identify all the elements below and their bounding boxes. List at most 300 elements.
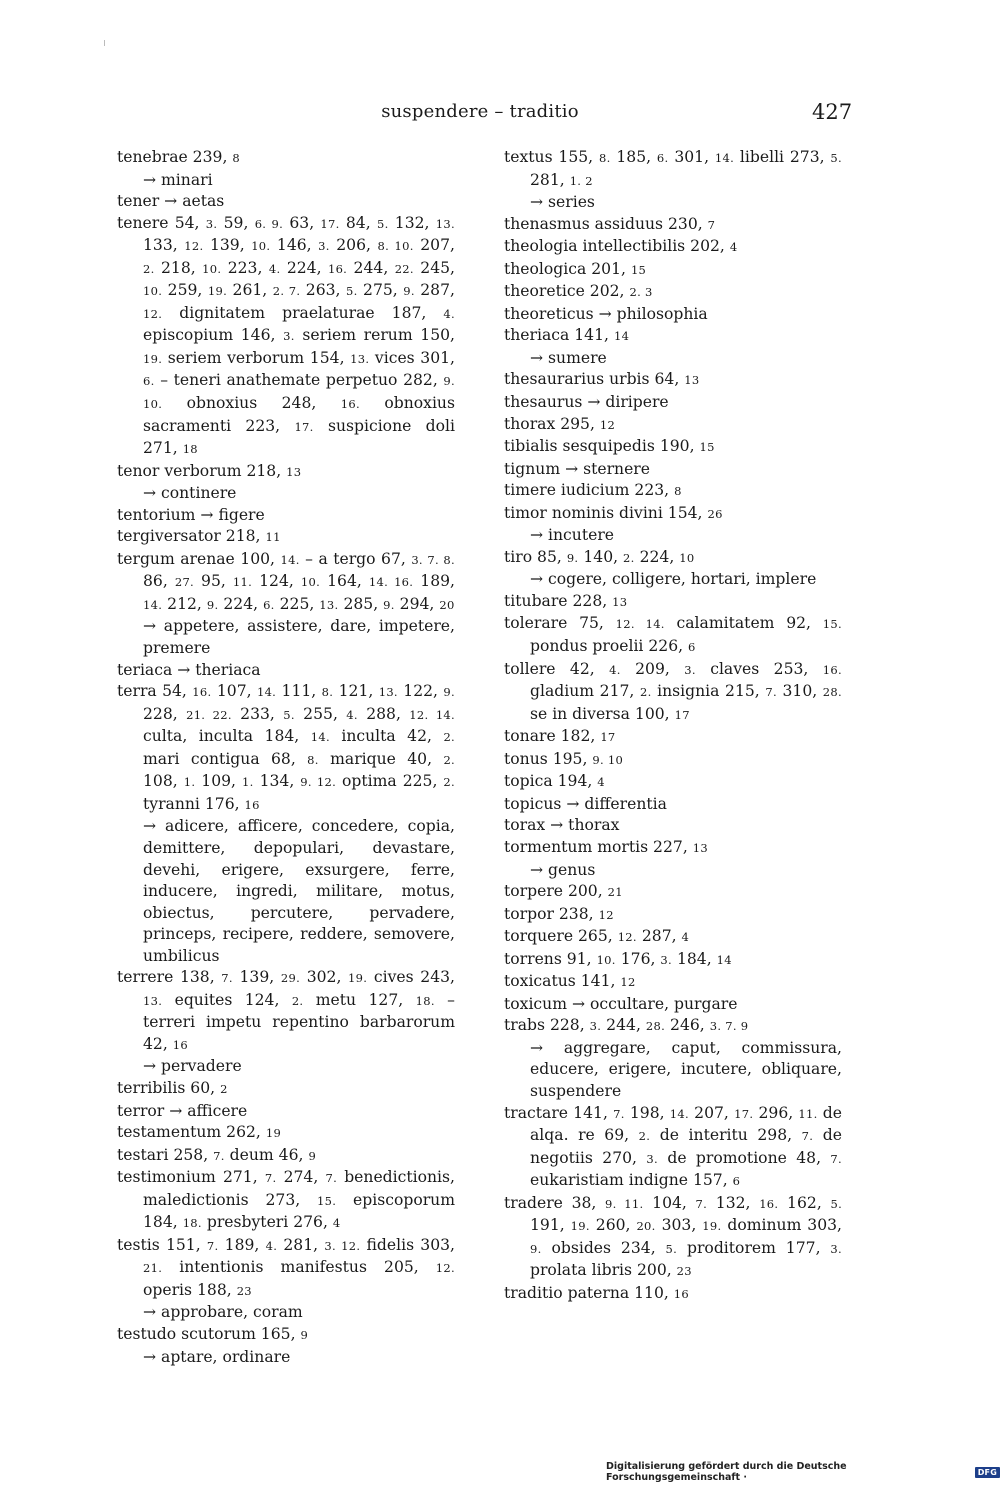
line-reference: 12.	[143, 306, 163, 321]
index-entry	[504, 436, 842, 459]
line-reference: 23	[236, 1283, 252, 1298]
cross-reference	[504, 348, 842, 370]
entry-text: calamitatem 92,	[664, 614, 823, 633]
index-entry	[117, 1145, 455, 1168]
index-entry	[117, 1101, 455, 1123]
entry-text: 261,	[227, 281, 273, 300]
entry-text: terra 54,	[117, 682, 193, 701]
line-reference: 12	[599, 417, 616, 432]
line-reference: 7.	[695, 1196, 708, 1211]
index-entry	[504, 547, 842, 570]
entry-text: 198,	[624, 1103, 670, 1122]
entry-text: 134,	[253, 772, 301, 791]
entry-text: pondus proelii 226,	[530, 637, 689, 656]
line-reference: 21. 22.	[186, 707, 232, 722]
entry-text: mari contigua 68,	[143, 749, 308, 768]
index-entry	[504, 147, 842, 192]
index-entry	[504, 881, 842, 904]
entry-text: tergum arenae 100,	[117, 549, 281, 568]
index-entry	[504, 591, 842, 614]
index-entry	[504, 1103, 842, 1193]
line-reference: 4.	[609, 662, 621, 677]
line-reference: 17.	[294, 419, 314, 434]
line-reference: 7.	[325, 1171, 338, 1186]
index-entry	[504, 994, 842, 1016]
entry-text: → pervadere	[143, 1057, 242, 1076]
line-reference: 13.	[350, 351, 370, 366]
entry-text: torpere 200,	[504, 882, 608, 901]
entry-text: thenasmus assiduus 230,	[504, 214, 708, 233]
entry-text: 260,	[589, 1216, 637, 1235]
entry-text: 95,	[194, 572, 233, 591]
cross-reference	[504, 569, 842, 591]
line-reference: 19.	[702, 1219, 722, 1234]
entry-text: 133,	[143, 236, 185, 255]
line-reference: 10.	[202, 261, 222, 276]
line-reference: 6	[732, 1174, 741, 1189]
entry-text: intentionis manifestus 205,	[162, 1258, 436, 1277]
entry-text: 124,	[252, 572, 301, 591]
line-reference: 13	[684, 373, 700, 388]
entry-text: → adicere, afficere, concedere, copia, demittere, depopulari, devastare, devehi, erigere, exsurgere, ferre, inducere, ingredi, militare, motus, obiectus, percutere, pervadere, princeps, recipere, reddere, semovere, umbilicus	[143, 817, 455, 965]
entry-text: inculta 42,	[329, 727, 444, 746]
entry-text: – terreri impetu repentino barbarorum 42,	[143, 990, 455, 1053]
index-entry	[504, 904, 842, 927]
line-reference: 3. 12.	[324, 1238, 361, 1253]
entry-text: 86,	[143, 572, 175, 591]
index-entry	[504, 259, 842, 282]
line-reference: 1.	[242, 775, 254, 790]
line-reference: 18	[182, 442, 198, 457]
entry-text: operis 188,	[143, 1280, 237, 1299]
line-reference: 9.	[206, 597, 219, 612]
line-reference: 12. 14.	[615, 617, 665, 632]
line-reference: 3.	[318, 239, 330, 254]
index-entry	[504, 794, 842, 816]
entry-text: 224,	[280, 258, 328, 277]
entry-text: de alqa. re 69,	[530, 1103, 843, 1145]
line-reference: 5.	[376, 216, 389, 231]
line-reference: 10	[679, 550, 695, 565]
line-reference: 3. 7. 8.	[411, 552, 455, 567]
entry-text: 296,	[753, 1103, 799, 1122]
line-reference: 7.	[264, 1171, 277, 1186]
entry-text: 146,	[270, 236, 319, 255]
entry-text: toxicum → occultare, purgare	[504, 994, 738, 1013]
entry-text: vices 301,	[369, 348, 455, 367]
entry-text: 233,	[231, 704, 284, 723]
line-reference: 14	[716, 952, 732, 967]
entry-text: 104,	[643, 1193, 696, 1212]
entry-text: 228,	[143, 704, 187, 723]
index-entry	[504, 236, 842, 259]
entry-text: tenere 54,	[117, 213, 206, 232]
footer-credit: Digitalisierung gefördert durch die Deutsche Forschungsgemeinschaft ·	[606, 1461, 847, 1483]
line-reference: 14.	[256, 685, 277, 700]
entry-text: 108,	[143, 772, 184, 791]
entry-text: 164,	[320, 572, 369, 591]
line-reference: 7.	[830, 1151, 842, 1166]
line-reference: 9. 10.	[143, 374, 455, 412]
line-reference: 3.	[830, 1241, 842, 1256]
page-number: 427	[812, 100, 853, 124]
entry-text: toxicatus 141,	[504, 972, 621, 991]
line-reference: 2.	[443, 752, 456, 767]
entry-text: → approbare, coram	[143, 1303, 303, 1322]
index-entry	[504, 369, 842, 392]
index-entry	[117, 191, 455, 213]
entry-text: 206,	[329, 236, 378, 255]
line-reference: 8. 10.	[377, 239, 414, 254]
line-reference: 12.	[184, 239, 204, 254]
line-reference: 9.	[383, 597, 395, 612]
cross-reference	[504, 860, 842, 882]
line-reference: 28.	[822, 685, 842, 700]
entry-text: titubare 228,	[504, 591, 613, 610]
line-reference: 4	[597, 775, 605, 790]
line-reference: 14. 16.	[368, 575, 414, 590]
entry-text: episcopium 146,	[143, 326, 284, 345]
line-reference: 28.	[645, 1019, 666, 1034]
entry-text: 263,	[300, 281, 346, 300]
entry-text: dominum 303,	[721, 1216, 843, 1235]
line-reference: 9.	[403, 284, 415, 299]
line-reference: 10.	[251, 239, 271, 254]
entry-text: de negotiis 270,	[530, 1126, 842, 1167]
index-entry	[117, 681, 455, 816]
index-entry	[504, 414, 842, 437]
index-entry	[117, 1324, 455, 1347]
entry-text: tiro 85,	[504, 547, 567, 566]
line-reference: 9	[308, 1148, 317, 1163]
line-reference: 12. 14.	[409, 707, 456, 722]
entry-text: insignia 215,	[651, 682, 766, 701]
line-reference: 16	[673, 1286, 690, 1301]
line-reference: 4	[729, 240, 738, 255]
entry-text: 140,	[578, 547, 624, 566]
entry-text: tibialis sesquipedis 190,	[504, 437, 700, 456]
entry-text: tyranni 176,	[143, 794, 245, 813]
entry-text: 294,	[394, 594, 440, 613]
index-entry	[504, 659, 842, 727]
index-entry	[117, 967, 455, 1056]
index-column-right	[504, 147, 842, 1305]
entry-text: theologia intellectibilis 202,	[504, 237, 730, 256]
line-reference: 13.	[319, 597, 339, 612]
entry-text: 212,	[162, 594, 207, 613]
entry-text: 139,	[203, 236, 252, 255]
entry-text: → incutere	[530, 526, 615, 545]
cross-reference	[117, 483, 455, 505]
cross-reference	[504, 192, 842, 214]
entry-text: testimonium 271,	[117, 1168, 265, 1187]
index-entry	[504, 613, 842, 658]
line-reference: 16.	[822, 662, 842, 677]
entry-text: 285,	[338, 594, 384, 613]
entry-text: se in diversa 100,	[530, 704, 675, 723]
index-entry	[504, 726, 842, 749]
index-entry	[504, 949, 842, 972]
line-reference: 9.	[530, 1241, 542, 1256]
line-reference: 21	[607, 885, 623, 900]
entry-text: – a tergo 67,	[299, 549, 412, 568]
entry-text: seriem verborum 154,	[162, 348, 351, 367]
entry-text: 139,	[232, 968, 281, 987]
line-reference: 13.	[378, 685, 398, 700]
line-reference: 8.	[598, 151, 611, 165]
entry-text: 111,	[276, 682, 322, 701]
entry-text: testamentum 262,	[117, 1123, 266, 1142]
entry-text: 185,	[610, 148, 657, 166]
entry-text: timere iudicium 223,	[504, 481, 675, 500]
line-reference: 3.	[646, 1151, 658, 1166]
line-reference: 7.	[221, 971, 233, 986]
entry-text: → aptare, ordinare	[143, 1347, 291, 1366]
entry-text: 275,	[357, 281, 404, 300]
entry-text: episcoporum 184,	[143, 1190, 456, 1232]
line-reference: 18.	[182, 1216, 202, 1231]
entry-text: cives 243,	[367, 968, 455, 987]
line-reference: 14.	[714, 151, 735, 165]
running-header: suspendere – traditio	[381, 101, 579, 122]
entry-text: marique 40,	[318, 749, 444, 768]
entry-text: 176,	[615, 949, 661, 968]
entry-text: 59,	[217, 213, 255, 232]
index-entry	[117, 660, 455, 682]
entry-text: 162,	[778, 1193, 831, 1212]
entry-text: terribilis 60,	[117, 1078, 221, 1097]
line-reference: 2. 7.	[272, 284, 301, 299]
entry-text: tolerare 75,	[504, 614, 616, 633]
entry-text: 189,	[218, 1235, 266, 1254]
entry-text: obnoxius 248,	[162, 394, 341, 413]
entry-text: 207,	[688, 1103, 735, 1122]
entry-text: → series	[530, 193, 595, 212]
cross-reference	[504, 1038, 842, 1103]
entry-text: tentorium → figere	[117, 505, 265, 524]
entry-text: 310,	[776, 682, 823, 701]
entry-text: torquere 265,	[504, 927, 618, 946]
line-reference: 17.	[320, 216, 340, 231]
line-reference: 7.	[613, 1106, 625, 1121]
line-reference: 9. 10	[592, 752, 624, 767]
line-reference: 5.	[345, 284, 358, 299]
line-reference: 4.	[265, 1238, 278, 1253]
entry-text: seriem rerum 150,	[294, 326, 455, 345]
entry-text: traditio paterna 110,	[504, 1283, 674, 1302]
line-reference: 15.	[317, 1193, 337, 1208]
entry-text: 207,	[413, 236, 455, 255]
entry-text: 225,	[274, 594, 320, 613]
index-entry	[504, 1283, 842, 1306]
entry-text: 281,	[277, 1235, 325, 1254]
line-reference: 8	[232, 151, 240, 165]
entry-text: terror → afficere	[117, 1101, 248, 1120]
entry-text: thesaurarius urbis 64,	[504, 370, 685, 389]
line-reference: 13.	[143, 993, 163, 1008]
index-entry	[504, 971, 842, 994]
line-reference: 14.	[280, 552, 300, 567]
index-entry	[117, 549, 455, 617]
line-reference: 7.	[213, 1148, 225, 1163]
entry-text: 287,	[414, 281, 455, 300]
line-reference: 4	[332, 1216, 341, 1231]
entry-text: 288,	[357, 704, 410, 723]
entry-text: obsides 234,	[541, 1238, 666, 1257]
entry-text: 121,	[333, 682, 379, 701]
line-reference: 17	[600, 730, 616, 745]
entry-text: 209,	[620, 659, 685, 678]
entry-text: → minari	[143, 170, 213, 189]
entry-text: tenebrae 239,	[117, 148, 233, 166]
entry-text: presbyteri 276,	[201, 1213, 333, 1232]
line-reference: 19	[265, 1126, 282, 1141]
entry-text: 218,	[154, 258, 203, 277]
entry-text: claves 253,	[695, 659, 823, 678]
line-reference: 6. 9.	[254, 216, 284, 231]
index-entry	[504, 771, 842, 794]
digitization-footer	[606, 1461, 1000, 1483]
entry-text: 132,	[707, 1193, 760, 1212]
index-entry	[117, 1122, 455, 1145]
line-reference: 19.	[207, 284, 228, 299]
index-entry	[504, 815, 842, 837]
cross-reference	[117, 170, 455, 192]
line-reference: 2.	[623, 550, 635, 565]
line-reference: 16.	[192, 685, 212, 700]
line-reference: 22.	[394, 261, 414, 276]
index-entry	[504, 1015, 842, 1038]
entry-text: tollere 42,	[504, 659, 610, 678]
entry-text: tonus 195,	[504, 749, 593, 768]
entry-text: 255,	[294, 704, 347, 723]
entry-text: 63,	[283, 213, 321, 232]
index-entry	[117, 1235, 455, 1303]
entry-text: theriaca 141,	[504, 326, 614, 345]
entry-text: 274,	[276, 1168, 326, 1187]
index-column-left	[117, 147, 455, 1368]
line-reference: 27.	[174, 575, 195, 590]
entry-text: de promotione 48,	[657, 1148, 831, 1167]
line-reference: 4.	[268, 261, 281, 276]
line-reference: 12	[598, 907, 614, 922]
index-entry	[504, 325, 842, 348]
entry-text: 184,	[671, 949, 717, 968]
line-reference: 8.	[321, 685, 334, 700]
entry-text: teriaca → theriaca	[117, 660, 261, 679]
entry-text: 109,	[195, 772, 242, 791]
line-reference: 17.	[734, 1106, 754, 1121]
cross-reference	[117, 1347, 455, 1369]
line-reference: 1. 2	[569, 173, 593, 188]
line-reference: 14.	[669, 1106, 689, 1121]
index-entry	[504, 749, 842, 772]
entry-text: suspicione doli 271,	[143, 416, 455, 458]
line-reference: 3.	[283, 329, 295, 344]
entry-text: 122,	[397, 682, 444, 701]
line-reference: 4	[681, 930, 690, 945]
line-reference: 16.	[327, 261, 348, 276]
entry-text: tener → aetas	[117, 192, 225, 211]
index-entry	[504, 304, 842, 326]
line-reference: 1.	[183, 775, 196, 790]
line-reference: 8.	[307, 752, 319, 767]
line-reference: 23	[676, 1264, 692, 1279]
line-reference: 21.	[143, 1261, 163, 1276]
entry-text: tonare 182,	[504, 727, 601, 746]
line-reference: 26	[707, 506, 723, 521]
line-reference: 7.	[765, 685, 777, 700]
entry-text: 224,	[634, 547, 680, 566]
index-entry	[504, 392, 842, 414]
line-reference: 2.	[443, 730, 456, 745]
entry-text: testudo scutorum 165,	[117, 1324, 301, 1343]
entry-text: → appetere, assistere, dare, impetere, premere	[143, 617, 455, 658]
line-reference: 12.	[617, 930, 637, 945]
entry-text: tignum → sternere	[504, 459, 650, 478]
line-reference: 2.	[143, 261, 155, 276]
index-entry	[504, 926, 842, 949]
line-reference: 19.	[570, 1219, 590, 1234]
line-reference: 3.	[684, 662, 696, 677]
index-entry	[117, 526, 455, 549]
index-entry	[504, 1193, 842, 1283]
line-reference: 16.	[340, 397, 360, 412]
entry-text: topica 194,	[504, 772, 598, 791]
entry-text: proditorem 177,	[677, 1238, 831, 1257]
entry-text: libelli 273,	[734, 148, 831, 166]
entry-text: 287,	[636, 927, 682, 946]
line-reference: 9.	[566, 550, 579, 565]
line-reference: 17	[674, 707, 690, 722]
entry-text: tradere 38,	[504, 1193, 606, 1212]
entry-text: 259,	[162, 281, 208, 300]
line-reference: 7.	[801, 1129, 814, 1144]
entry-text: torrens 91,	[504, 949, 597, 968]
line-reference: 5.	[283, 707, 295, 722]
index-entry	[504, 503, 842, 526]
entry-text: → aggregare, caput, commissura, educere, erigere, incutere, obliquare, suspendere	[530, 1038, 842, 1100]
line-reference: 3.	[205, 216, 218, 231]
entry-text: metu 127,	[303, 990, 416, 1009]
cross-reference	[117, 616, 455, 659]
line-reference: 3.	[660, 952, 672, 967]
line-reference: 14.	[143, 597, 163, 612]
line-reference: 2.	[639, 685, 652, 700]
cross-reference	[117, 1056, 455, 1078]
line-reference: 5.	[830, 151, 842, 165]
entry-text: de interitu 298,	[650, 1126, 802, 1145]
line-reference: 5.	[665, 1241, 678, 1256]
entry-text: timor nominis divini 154,	[504, 503, 708, 522]
index-entry	[117, 147, 455, 170]
entry-text: tractare 141,	[504, 1103, 614, 1122]
index-entry	[504, 281, 842, 304]
entry-text: topicus → differentia	[504, 794, 667, 813]
entry-text: 302,	[300, 968, 349, 987]
entry-text: 303,	[655, 1216, 703, 1235]
entry-text: 189,	[413, 572, 456, 591]
entry-text: eukaristiam indigne 157,	[530, 1171, 733, 1190]
line-reference: 9	[300, 1327, 309, 1342]
line-reference: 11.	[798, 1106, 818, 1121]
entry-text: → continere	[143, 484, 237, 503]
entry-text: 244,	[347, 258, 395, 277]
line-reference: 9. 11.	[605, 1196, 644, 1211]
index-entry	[504, 214, 842, 237]
line-reference: 6	[688, 640, 696, 655]
entry-text: gladium 217,	[530, 682, 640, 701]
